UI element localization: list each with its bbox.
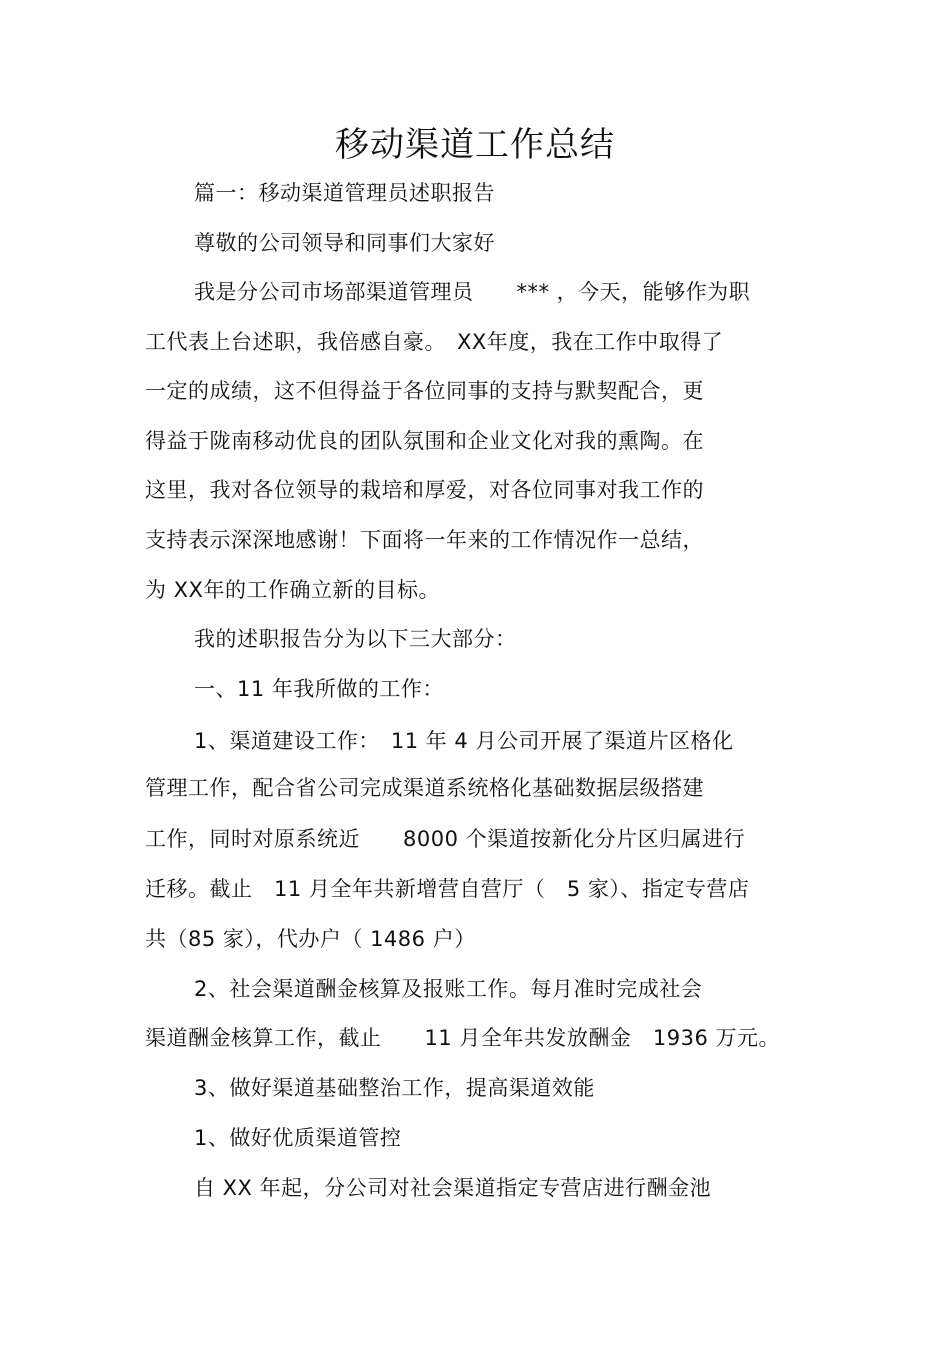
paragraph-line: 一定的成绩，这不但得益于各位同事的支持与默契配合，更 <box>145 379 704 403</box>
paragraph-line: 得益于陇南移动优良的团队氛围和企业文化对我的熏陶。在 <box>145 429 704 453</box>
document-title: 移动渠道工作总结 <box>335 125 615 165</box>
paragraph-line: 我的述职报告分为以下三大部分： <box>194 627 517 651</box>
paragraph-line: 管理工作，配合省公司完成渠道系统格化基础数据层级搭建 <box>145 776 704 800</box>
paragraph-line: 支持表示深深地感谢！下面将一年来的工作情况作一总结， <box>145 528 704 552</box>
paragraph-line: 渠道酬金核算工作，截止 11 月全年共发放酬金 1936 万元。 <box>145 1026 781 1050</box>
paragraph-line: 这里，我对各位领导的栽培和厚爱，对各位同事对我工作的 <box>145 478 704 502</box>
paragraph-line: 3、做好渠道基础整治工作，提高渠道效能 <box>194 1076 595 1100</box>
salutation: 尊敬的公司领导和同事们大家好 <box>194 231 495 255</box>
paragraph-line: 迁移。截止 11 月全年共新增营自营厅（ 5 家）、指定专营店 <box>145 877 750 901</box>
paragraph-line: 1、渠道建设工作： 11 年 4 月公司开展了渠道片区格化 <box>194 729 734 753</box>
section-heading: 一、11 年我所做的工作： <box>194 677 444 701</box>
paragraph-line: 自 XX 年起，分公司对社会渠道指定专营店进行酬金池 <box>194 1176 712 1200</box>
paragraph-line: 共（85 家），代办户（ 1486 户） <box>145 927 476 951</box>
paragraph-line: 1、做好优质渠道管控 <box>194 1126 402 1150</box>
paragraph-line: 我是分公司市场部渠道管理员 *** ，今天，能够作为职 <box>194 280 751 304</box>
paragraph-line: 2、社会渠道酬金核算及报账工作。每月准时完成社会 <box>194 977 703 1001</box>
paragraph-line: 工作，同时对原系统近 8000 个渠道按新化分片区归属进行 <box>145 827 746 851</box>
paragraph-line: 为 XX年的工作确立新的目标。 <box>145 578 440 602</box>
section-heading: 篇一：移动渠道管理员述职报告 <box>194 181 495 205</box>
paragraph-line: 工代表上台述职，我倍感自豪。 XX年度，我在工作中取得了 <box>145 330 724 354</box>
